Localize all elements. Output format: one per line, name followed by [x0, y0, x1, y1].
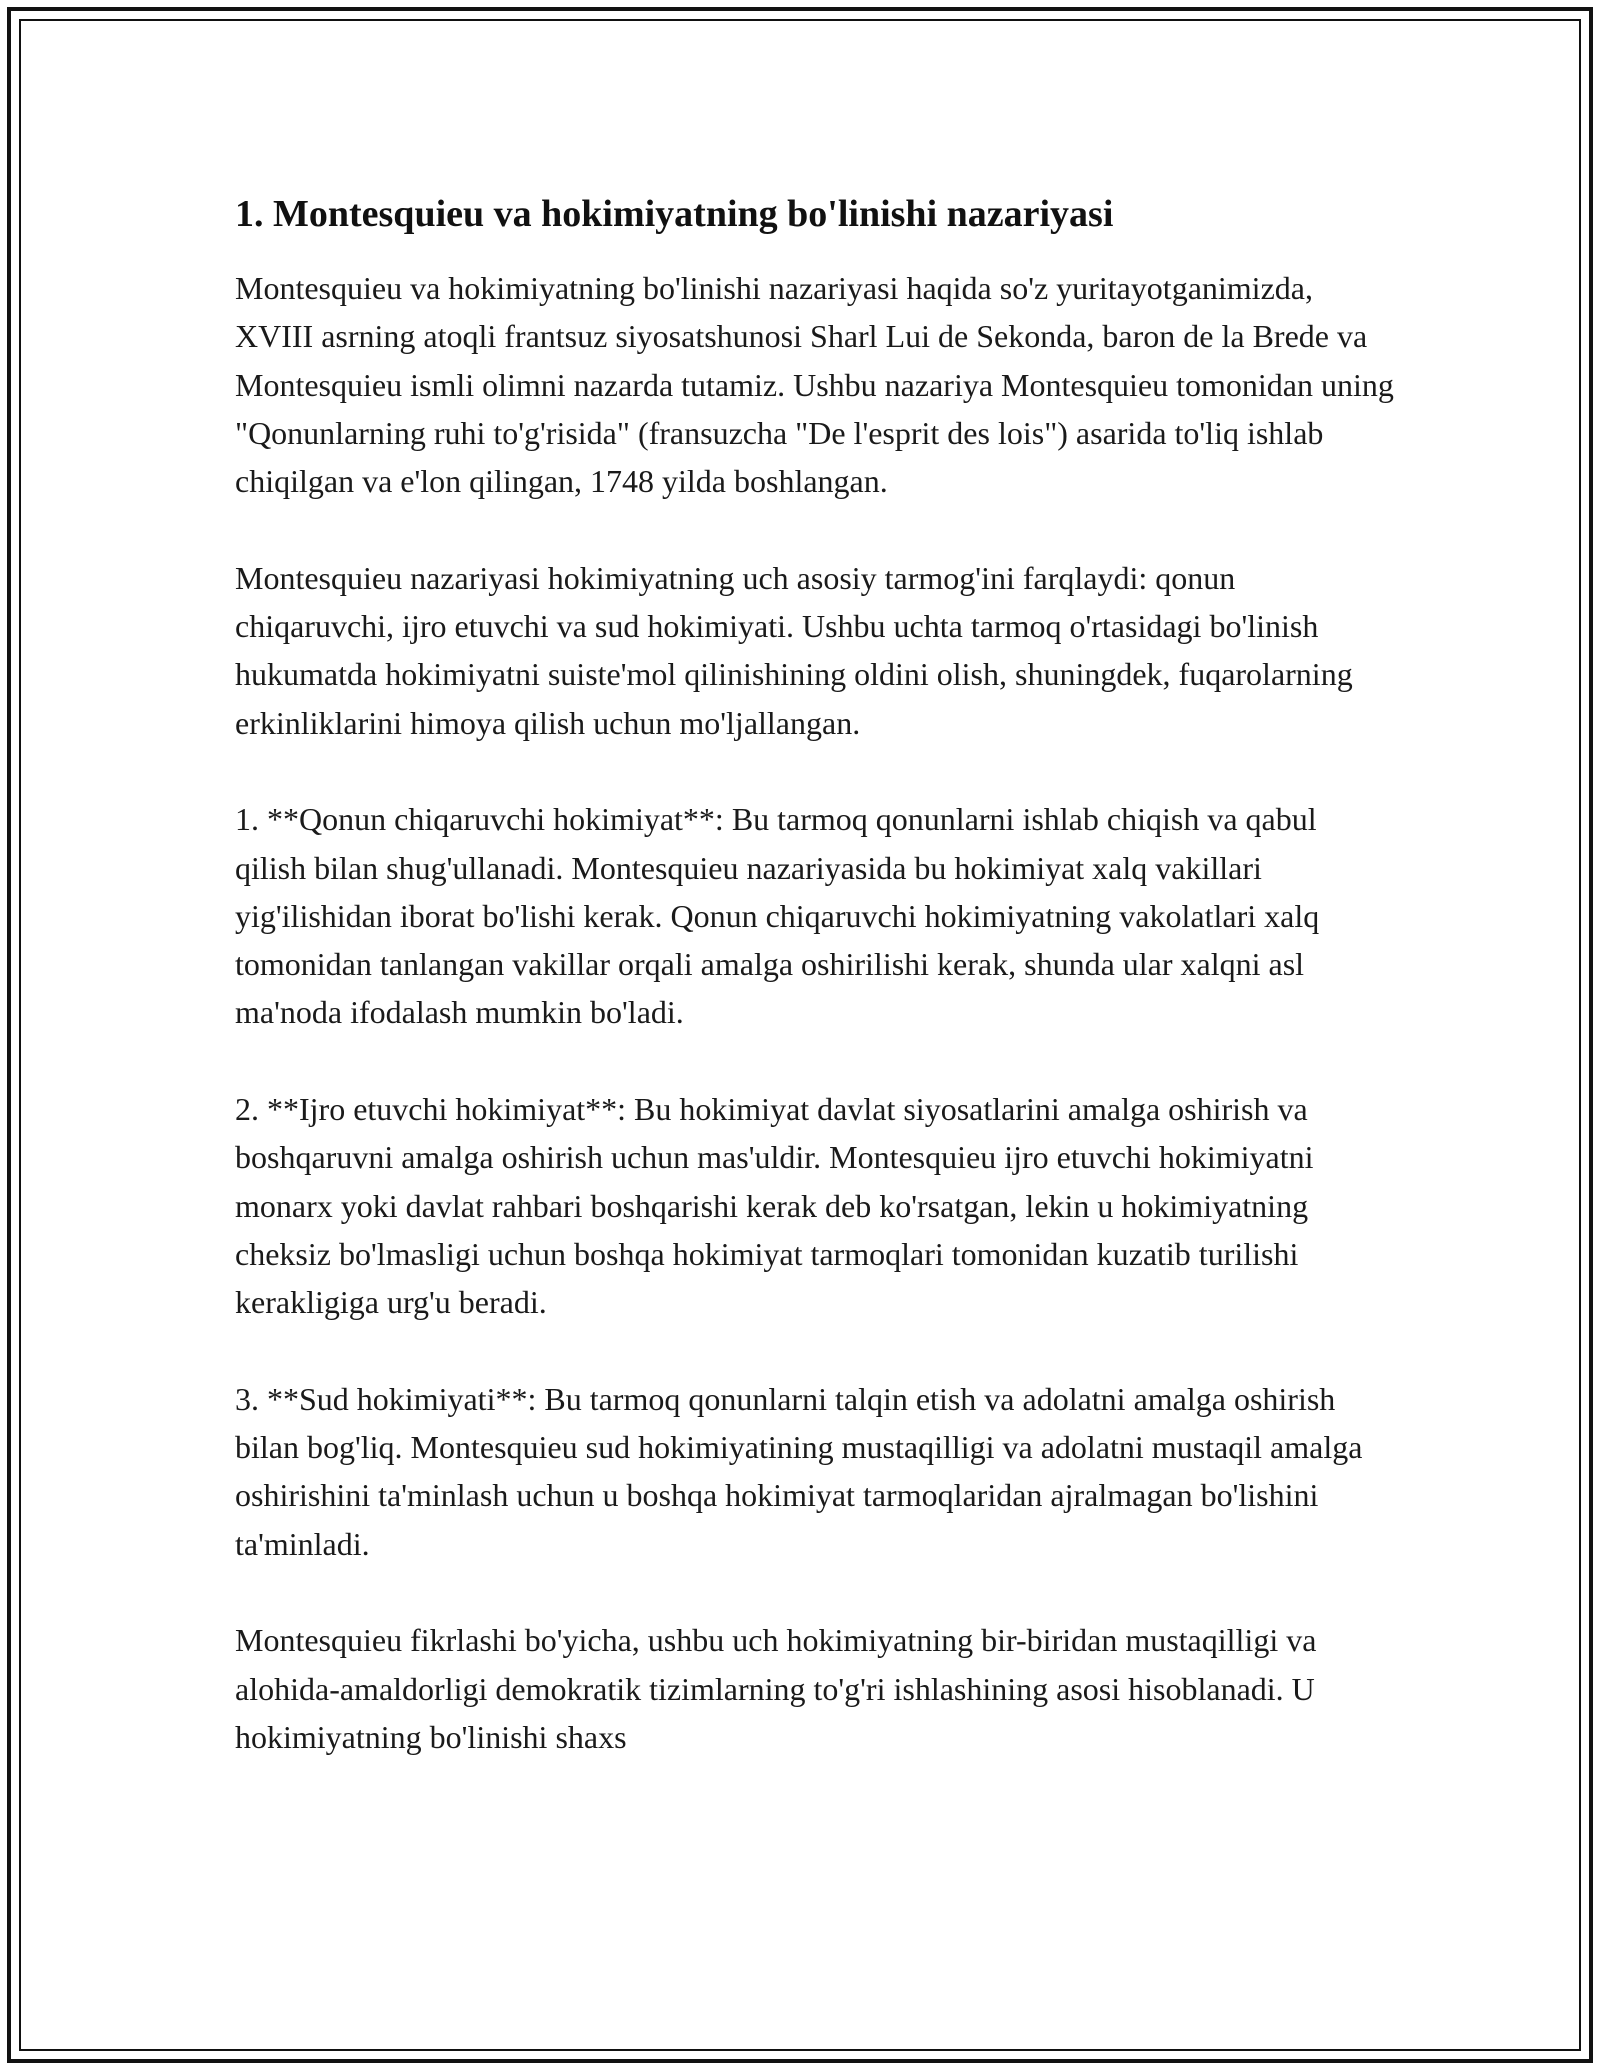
paragraph-executive: 2. **Ijro etuvchi hokimiyat**: Bu hokimiyat davlat siyosatlarini amalga oshirish va boshqaruvni amalga oshirish uchun mas'uldir. Montesquieu ijro etuvchi hokimiyatni monarx yoki davlat rahbari boshqarishi kerak deb ko'rsatgan, lekin u hokimiyatning cheksiz bo'lmasligi uchun boshqa hokimiyat tarmoqlari tomonidan kuzatib turilishi kerakligiga urg'u beradi.: [235, 1091, 1314, 1321]
paragraph-three-branches: Montesquieu nazariyasi hokimiyatning uch asosiy tarmog'ini farqlaydi: qonun chiqaruvchi, ijro etuvchi va sud hokimiyati. Ushbu uchta tarmoq o'rtasidagi bo'linish hukumatda hokimiyatni suiste'mol qilinishining oldini olish, shuningdek, fuqarolarning erkinliklarini himoya qilish uchun mo'ljallangan.: [235, 559, 1353, 741]
paragraph-legislative: 1. **Qonun chiqaruvchi hokimiyat**: Bu tarmoq qonunlarni ishlab chiqish va qabul qilish bilan shug'ullanadi. Montesquieu nazariyasida bu hokimiyat xalq vakillari yig'ilishidan iborat bo'lishi kerak. Qonun chiqaruvchi hokimiyatning vakolatlari xalq tomonidan tanlangan vakillar orqali amalga oshirilishi kerak, shunda ular xalqni asl ma'noda ifodalash mumkin bo'ladi.: [235, 801, 1320, 1031]
document-body: [235, 190, 1395, 1761]
paragraph-conclusion: Montesquieu fikrlashi bo'yicha, ushbu uch hokimiyatning bir-biridan mustaqilligi va alohida-amaldorligi demokratik tizimlarning to'g'ri ishlashining asosi hisoblanadi. U hokimiyatning bo'linishi shaxs: [235, 1622, 1317, 1755]
paragraph-intro: Montesquieu va hokimiyatning bo'linishi nazariyasi haqida so'z yuritayotganimizda, XVIII asrning atoqli frantsuz siyosatshunosi Sharl Lui de Sekonda, baron de la Brede va Montesquieu ismli olimni nazarda tutamiz. Ushbu nazariya Montesquieu tomonidan uning "Qonunlarning ruhi to'g'risida" (fransuzcha "De l'esprit des lois") asarida to'liq ishlab chiqilgan va e'lon qilingan, 1748 yilda boshlangan.: [235, 270, 1394, 500]
paragraph-judicial: 3. **Sud hokimiyati**: Bu tarmoq qonunlarni talqin etish va adolatni amalga oshirish bilan bog'liq. Montesquieu sud hokimiyatining mustaqilligi va adolatni mustaqil amalga oshirishini ta'minlash uchun u boshqa hokimiyat tarmoqlaridan ajralmagan bo'lishini ta'minladi.: [235, 1380, 1363, 1562]
section-heading: 1. Montesquieu va hokimiyatning bo'linishi nazariyasi: [235, 193, 1114, 235]
